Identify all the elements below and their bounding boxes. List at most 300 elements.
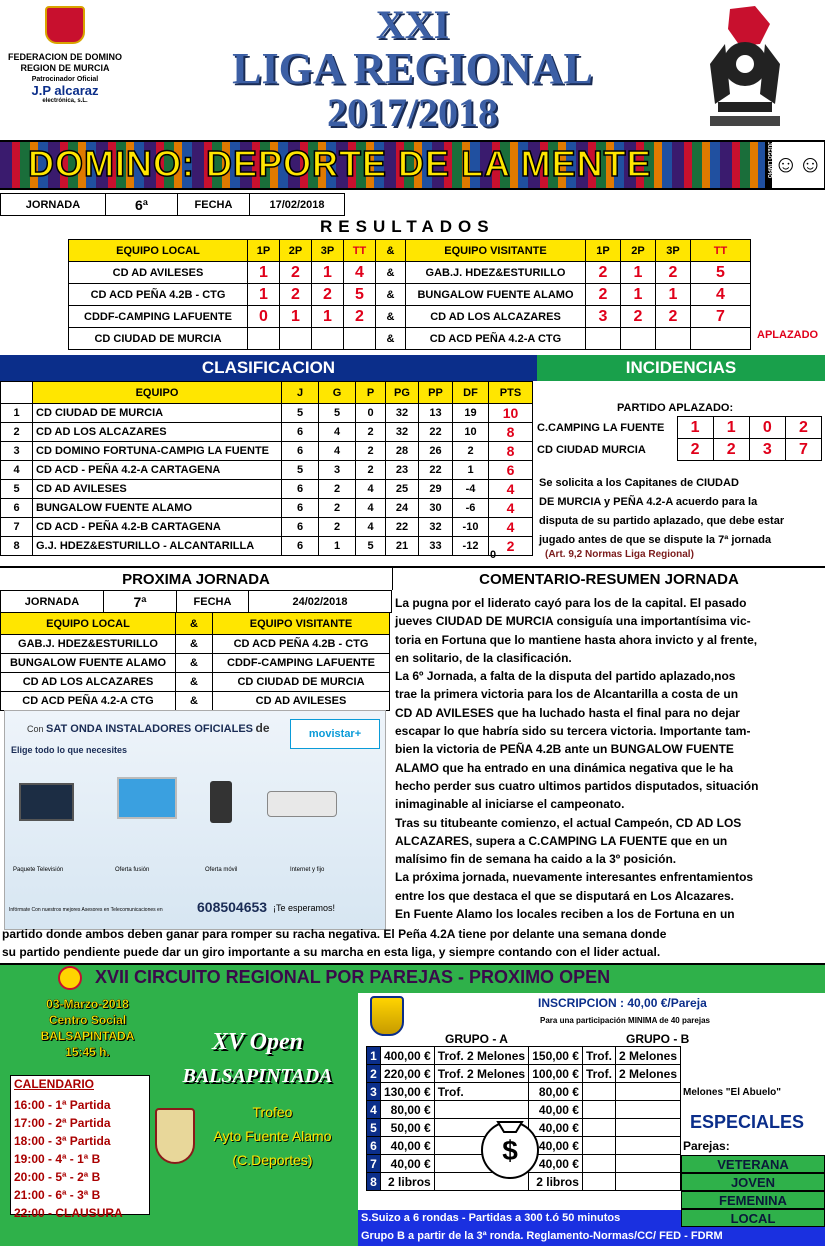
- clas-cell: CD AD AVILESES: [33, 480, 282, 499]
- res-visit: CD AD LOS ALCAZARES: [406, 306, 586, 328]
- foot1: S.Suizo a 6 rondas - Partidas a 300 t.ó 50 minutos: [358, 1210, 681, 1227]
- incid-2c: 3: [749, 439, 785, 461]
- clas-cell: 4: [319, 442, 356, 461]
- prox-visit: CD AD AVILESES: [213, 692, 390, 711]
- prize-row: [367, 1047, 681, 1065]
- proxima-title: PROXIMA JORNADA: [0, 566, 392, 590]
- prox-visit: CDDF-CAMPING LAFUENTE: [213, 654, 390, 673]
- res-v1: 2: [586, 262, 621, 284]
- circuito-title: XVII CIRCUITO REGIONAL POR PAREJAS - PROXIMO OPEN: [95, 967, 611, 987]
- res-ltt: [344, 328, 376, 350]
- prize-cell: 50,00 €: [380, 1119, 434, 1137]
- prize-cell: 2 Melones: [615, 1065, 680, 1083]
- comment-line: La próxima jornada, nuevamente interesantes enfrentamientos: [395, 870, 754, 885]
- prize-cell: 40,00 €: [529, 1155, 583, 1173]
- prize-cell: 130,00 €: [380, 1083, 434, 1101]
- clas-cell: 8: [489, 442, 533, 461]
- h-j: J: [282, 382, 319, 404]
- comment-line: bien la victoria de PEÑA 4.2B ante un BUNGALOW FUENTE: [395, 742, 734, 757]
- open-place2: BALSAPINTADA: [40, 1029, 135, 1043]
- proxima-table: [0, 612, 390, 711]
- result-row: [69, 284, 751, 306]
- federation-logo: [45, 6, 85, 44]
- clas-cell: 22: [419, 461, 453, 480]
- prize-cell: [582, 1101, 615, 1119]
- clas-cell: 10: [453, 423, 489, 442]
- clas-cell: 5: [282, 404, 319, 423]
- prize-cell: 8: [367, 1173, 381, 1191]
- h-equipo: EQUIPO: [33, 382, 282, 404]
- clas-cell: 2: [453, 442, 489, 461]
- incid-2a: 2: [677, 439, 713, 461]
- clas-cell: 1: [319, 537, 356, 556]
- res-amp: &: [376, 328, 406, 350]
- prize-cell: 100,00 €: [529, 1065, 583, 1083]
- clas-cell: -6: [453, 499, 489, 518]
- res-visit: GAB.J. HDEZ&ESTURILLO: [406, 262, 586, 284]
- prize-cell: 2: [367, 1065, 381, 1083]
- comment-line: En Fuente Alamo los locales reciben a los de Fortuna en un: [395, 907, 735, 922]
- clas-row: [1, 423, 533, 442]
- prox-local: GAB.J. HDEZ&ESTURILLO: [1, 635, 176, 654]
- prox-h-local: EQUIPO LOCAL: [1, 613, 176, 635]
- prize-cell: [582, 1155, 615, 1173]
- prox-amp: &: [176, 692, 213, 711]
- res-amp: &: [376, 262, 406, 284]
- clas-cell: -10: [453, 518, 489, 537]
- prox-amp: &: [176, 654, 213, 673]
- prox-fecha-label: FECHA: [177, 591, 249, 613]
- prize-cell: 40,00 €: [380, 1155, 434, 1173]
- res-ltt: 5: [344, 284, 376, 306]
- prize-cell: 40,00 €: [529, 1137, 583, 1155]
- incid-1c: 0: [749, 417, 785, 439]
- res-v3: [656, 328, 691, 350]
- especiales: ESPECIALES: [690, 1112, 805, 1132]
- res-v3: 2: [656, 306, 691, 328]
- prize-cell: 4: [367, 1101, 381, 1119]
- cal-title: CALENDARIO: [14, 1077, 94, 1091]
- cal-item: 21:00 - 6ª - 3ª B: [14, 1188, 101, 1202]
- banner-text: DOMINO: DEPORTE DE LA MENTE: [28, 143, 652, 184]
- prox-row: [1, 692, 390, 711]
- clas-cell: 5: [1, 480, 33, 499]
- res-ltt: 4: [344, 262, 376, 284]
- clas-cell: 10: [489, 404, 533, 423]
- h-v1p: 1P: [586, 240, 621, 262]
- crest-icon: [155, 1108, 195, 1164]
- open-place1: Centro Social: [48, 1013, 127, 1027]
- cal-item: 18:00 - 3ª Partida: [14, 1134, 111, 1148]
- prox-amp: &: [176, 635, 213, 654]
- clas-row: [1, 442, 533, 461]
- comment-line: La 6º Jornada, a falta de la disputa del partido aplazado,nos: [395, 669, 736, 684]
- cat-femenina: FEMENINA: [681, 1191, 825, 1209]
- cal-item: 16:00 - 1ª Partida: [14, 1098, 111, 1112]
- cat-local: LOCAL: [681, 1209, 825, 1227]
- comment-line: hecho perder sus cuatro ultimos partidos disputados, situación: [395, 778, 759, 793]
- clas-cell: 3: [1, 442, 33, 461]
- prize-cell: 7: [367, 1155, 381, 1173]
- advert: [4, 710, 386, 930]
- prize-cell: [615, 1101, 680, 1119]
- clas-cell: 4: [356, 499, 386, 518]
- prize-cell: [615, 1083, 680, 1101]
- clas-row: [1, 518, 533, 537]
- res-l3: [312, 328, 344, 350]
- clas-cell: 4: [319, 423, 356, 442]
- tv-icon: [19, 783, 74, 821]
- h-1p: 1P: [248, 240, 280, 262]
- router-icon: [267, 791, 337, 817]
- prize-cell: [582, 1173, 615, 1191]
- prize-cell: 220,00 €: [380, 1065, 434, 1083]
- clas-cell: 4: [489, 480, 533, 499]
- clas-cell: -12: [453, 537, 489, 556]
- prize-cell: 5: [367, 1119, 381, 1137]
- prize-cell: Trof. 2 Melones: [434, 1065, 528, 1083]
- comment-line: trae la primera victoria para los de Alcantarilla a costa de un: [395, 687, 739, 702]
- handshake-icon: ☺☺: [773, 151, 823, 178]
- ad-elige: Elige todo lo que necesites: [11, 745, 128, 755]
- comment-line: en solitario, de la clasificación.: [395, 650, 572, 665]
- comment-line: ALAMO que ha entrado en una dinámica negativa que le ha: [395, 760, 734, 775]
- prize-cell: [615, 1155, 680, 1173]
- comment-line: inimaginable al iniciarse el campeonato.: [395, 797, 625, 812]
- clas-cell: 33: [419, 537, 453, 556]
- juego-limpio-badge: [765, 141, 825, 189]
- minima: Para una participación MINIMA de 40 parejas: [540, 1016, 710, 1025]
- res-l2: 2: [280, 284, 312, 306]
- comment-line: La pugna por el liderato cayó para los de la capital. El pasado: [395, 596, 747, 610]
- grupo-b: GRUPO - B: [626, 1032, 690, 1046]
- prize-cell: [615, 1173, 680, 1191]
- comment-line: Tras su titubeante comienzo, el actual Campeón, CD AD LOS: [395, 815, 742, 830]
- clas-cell: G.J. HDEZ&ESTURILLO - ALCANTARILLA: [33, 537, 282, 556]
- ad-small: Infórmate Con nuestros mejores Asesores en Telecomunicaciones en: [9, 907, 163, 913]
- incid-line-4: jugado antes de que se dispute la 7ª jornada: [539, 534, 772, 546]
- res-vtt: 5: [691, 262, 751, 284]
- ad-item-4: Internet y fijo: [290, 867, 325, 873]
- clas-cell: 6: [282, 518, 319, 537]
- clas-row: [1, 537, 533, 556]
- prize-cell: 400,00 €: [380, 1047, 434, 1065]
- res-l2: 1: [280, 306, 312, 328]
- clas-cell: 4: [489, 499, 533, 518]
- pc-icon: [117, 777, 177, 819]
- clas-cell: 4: [356, 518, 386, 537]
- res-l3: 1: [312, 306, 344, 328]
- clas-cell: 2: [319, 480, 356, 499]
- res-local: CD CIUDAD DE MURCIA: [69, 328, 248, 350]
- clas-foot: 0: [490, 549, 497, 561]
- prox-row: [1, 654, 390, 673]
- cat-veterana: VETERANA: [681, 1155, 825, 1173]
- prize-cell: 150,00 €: [529, 1047, 583, 1065]
- clas-cell: 6: [282, 423, 319, 442]
- res-v1: 2: [586, 284, 621, 306]
- ad-con: Con: [27, 724, 44, 734]
- res-l1: [248, 328, 280, 350]
- prize-cell: 2 libros: [529, 1173, 583, 1191]
- comment-line: entre los que destaca el que se disputará en Los Alcazares.: [395, 888, 735, 903]
- h-2p: 2P: [280, 240, 312, 262]
- com-wide-2: su partido pendiente puede dar un giro importante a su marcha en esta liga, y siempre contando con el lider actual.: [2, 945, 661, 960]
- jornada-label: JORNADA: [1, 194, 106, 216]
- prize-cell: 40,00 €: [380, 1137, 434, 1155]
- clas-cell: 6: [282, 480, 319, 499]
- clas-cell: -4: [453, 480, 489, 499]
- res-ltt: 2: [344, 306, 376, 328]
- result-row: [69, 306, 751, 328]
- h-v3p: 3P: [656, 240, 691, 262]
- resultados-title: RESULTADOS: [320, 217, 495, 236]
- incid-1a: 1: [677, 417, 713, 439]
- open-date: 03-Marzo-2018: [46, 997, 129, 1011]
- open-time: 15:45 h.: [65, 1045, 110, 1059]
- incid-2b: 2: [713, 439, 749, 461]
- clas-cell: 24: [386, 499, 419, 518]
- h-amp: &: [376, 240, 406, 262]
- clas-cell: 2: [319, 499, 356, 518]
- clas-cell: 2: [1, 423, 33, 442]
- clas-cell: 30: [419, 499, 453, 518]
- ad-phone: 608504653: [197, 899, 268, 915]
- result-row: [69, 328, 751, 350]
- prize-cell: 6: [367, 1137, 381, 1155]
- clas-cell: 3: [319, 461, 356, 480]
- res-v1: 3: [586, 306, 621, 328]
- clas-cell: 5: [319, 404, 356, 423]
- open-cdep: (C.Deportes): [232, 1152, 313, 1168]
- clas-cell: CD ACD - PEÑA 4.2-B CARTAGENA: [33, 518, 282, 537]
- prize-cell: 3: [367, 1083, 381, 1101]
- incid-line-2: DE MURCIA y PEÑA 4.2-A acuerdo para la: [539, 496, 758, 508]
- grupo-a: GRUPO - A: [445, 1032, 508, 1046]
- cal-item: 17:00 - 2ª Partida: [14, 1116, 111, 1130]
- cal-item: 22:00 - CLAUSURA: [14, 1206, 123, 1220]
- open-title1: XV Open: [212, 1029, 303, 1055]
- clas-cell: 7: [1, 518, 33, 537]
- clas-row: [1, 461, 533, 480]
- clas-cell: 4: [1, 461, 33, 480]
- incid-table: [537, 416, 822, 461]
- prize-cell: [582, 1137, 615, 1155]
- clas-cell: 2: [356, 442, 386, 461]
- open-title2: BALSAPINTADA: [182, 1065, 333, 1087]
- prize-cell: 1: [367, 1047, 381, 1065]
- res-l2: [280, 328, 312, 350]
- fed-line2: REGION DE MURCIA: [20, 63, 110, 73]
- clas-cell: 5: [356, 537, 386, 556]
- prize-cell: 80,00 €: [380, 1101, 434, 1119]
- prize-cell: Trof.: [434, 1083, 528, 1101]
- cat-joven: JOVEN: [681, 1173, 825, 1191]
- clas-cell: 2: [319, 518, 356, 537]
- prox-fecha: 24/02/2018: [249, 591, 392, 613]
- sponsor-label: Patrocinador Oficial: [31, 76, 99, 83]
- comment-line: CD AD AVILESES que ha luchado hasta el final para no dejar: [395, 705, 740, 720]
- h-df: DF: [453, 382, 489, 404]
- clas-cell: 28: [386, 442, 419, 461]
- clas-cell: 32: [386, 423, 419, 442]
- domino-player-logo: [700, 4, 790, 134]
- prox-row: [1, 635, 390, 654]
- prox-local: CD AD LOS ALCAZARES: [1, 673, 176, 692]
- res-amp: &: [376, 306, 406, 328]
- res-visit: CD ACD PEÑA 4.2-A CTG: [406, 328, 586, 350]
- clas-cell: 6: [1, 499, 33, 518]
- res-l1: 0: [248, 306, 280, 328]
- prize-cell: 40,00 €: [529, 1119, 583, 1137]
- incid-line-1: Se solicita a los Capitanes de CIUDAD: [539, 477, 739, 489]
- comment-line: ALCAZARES, supera a C.CAMPING LA FUENTE que en un: [395, 833, 728, 848]
- h-v2p: 2P: [621, 240, 656, 262]
- ad-de: de: [255, 721, 270, 735]
- clas-cell: CD CIUDAD DE MURCIA: [33, 404, 282, 423]
- prize-row: [367, 1083, 681, 1101]
- com-wide-1: partido donde ambos deben ganar para romper su racha negativa. El Peña 4.2A tiene por delante una semana donde: [2, 927, 667, 941]
- moneybag-icon: [470, 1102, 550, 1182]
- res-vtt: 4: [691, 284, 751, 306]
- clas-cell: 13: [419, 404, 453, 423]
- prize-cell: 40,00 €: [529, 1101, 583, 1119]
- prox-amp: &: [176, 673, 213, 692]
- prox-visit: CD CIUDAD DE MURCIA: [213, 673, 390, 692]
- title-line3: 2017/2018: [326, 90, 499, 135]
- clas-cell: 8: [1, 537, 33, 556]
- incid-note: (Art. 9,2 Normas Liga Regional): [545, 549, 694, 560]
- clas-cell: 8: [489, 423, 533, 442]
- prox-row: [1, 673, 390, 692]
- prize-cell: [582, 1119, 615, 1137]
- res-local: CDDF-CAMPING LAFUENTE: [69, 306, 248, 328]
- clas-cell: 2: [489, 537, 533, 556]
- foot2: Grupo B a partir de la 3ª ronda. Reglamento-Normas/CC/ FED - FDRM: [358, 1227, 825, 1246]
- sponsor-sub: electrónica, s.L.: [42, 98, 88, 104]
- clas-cell: 1: [453, 461, 489, 480]
- h-3p: 3P: [312, 240, 344, 262]
- resultados-table: [68, 239, 751, 350]
- clas-cell: 19: [453, 404, 489, 423]
- aplazado-label: APLAZADO: [757, 329, 819, 341]
- ad-item-2: Oferta fusión: [115, 867, 150, 873]
- cal-item: 20:00 - 5ª - 2ª B: [14, 1170, 101, 1184]
- clas-cell: CD DOMINO FORTUNA-CAMPIG LA FUENTE: [33, 442, 282, 461]
- incid-sub: PARTIDO APLAZADO:: [617, 402, 734, 414]
- clas-cell: 6: [282, 499, 319, 518]
- open-ayto: Ayto Fuente Alamo: [213, 1128, 332, 1144]
- h-pp: PP: [419, 382, 453, 404]
- res-l3: 1: [312, 262, 344, 284]
- res-v2: [621, 328, 656, 350]
- h-vtt: TT: [691, 240, 751, 262]
- incidencias-title: INCIDENCIAS: [537, 355, 825, 381]
- clas-cell: BUNGALOW FUENTE ALAMO: [33, 499, 282, 518]
- inscripcion: INSCRIPCION : 40,00 €/Pareja: [538, 996, 707, 1010]
- prox-h-visit: EQUIPO VISITANTE: [213, 613, 390, 635]
- res-amp: &: [376, 284, 406, 306]
- movistar-logo: movistar+: [290, 719, 380, 749]
- h-pg: PG: [386, 382, 419, 404]
- res-l1: 1: [248, 284, 280, 306]
- comentario-title: COMENTARIO-RESUMEN JORNADA: [392, 566, 825, 590]
- comment-line: jueves CIUDAD DE MURCIA consiguía una importantísima vic-: [395, 614, 751, 629]
- res-vtt: 7: [691, 306, 751, 328]
- incid-1d: 2: [785, 417, 821, 439]
- open-trofeo: Trofeo: [252, 1104, 293, 1120]
- clas-cell: 22: [419, 423, 453, 442]
- res-local: CD ACD PEÑA 4.2B - CTG: [69, 284, 248, 306]
- svg-text:$: $: [502, 1135, 518, 1166]
- clas-cell: 4: [356, 480, 386, 499]
- prize-cell: 2 Melones: [615, 1047, 680, 1065]
- fed-line1: FEDERACION DE DOMINO: [7, 52, 122, 62]
- res-l1: 1: [248, 262, 280, 284]
- prox-jornada-label: JORNADA: [1, 591, 104, 613]
- clas-cell: 23: [386, 461, 419, 480]
- clas-cell: 6: [282, 442, 319, 461]
- prize-cell: Trof.: [582, 1047, 615, 1065]
- prox-jornada-num: 7ª: [104, 591, 177, 613]
- prize-cell: 2 libros: [380, 1173, 434, 1191]
- clasificacion-table: [0, 381, 533, 556]
- res-v3: 1: [656, 284, 691, 306]
- clas-cell: 32: [419, 518, 453, 537]
- incid-2d: 7: [785, 439, 821, 461]
- clas-cell: CD AD LOS ALCAZARES: [33, 423, 282, 442]
- fecha-label: FECHA: [178, 194, 250, 216]
- h-p: P: [356, 382, 386, 404]
- prox-local: CD ACD PEÑA 4.2-A CTG: [1, 692, 176, 711]
- comment-line: escapar lo que habría sido su tercera victoria. Importante tam-: [395, 724, 751, 739]
- res-v2: 2: [621, 306, 656, 328]
- res-visit: BUNGALOW FUENTE ALAMO: [406, 284, 586, 306]
- incid-line-3: disputa de su partido aplazado, que debe estar: [539, 515, 785, 527]
- h-local: EQUIPO LOCAL: [69, 240, 248, 262]
- incid-1b: 1: [713, 417, 749, 439]
- title-line2: LIGA REGIONAL: [232, 44, 593, 93]
- comment-line: malísimo fin de semana ha caido a la 3º posición.: [395, 852, 677, 867]
- cal-item: 19:00 - 4ª - 1ª B: [14, 1152, 101, 1166]
- phone-icon: [210, 781, 232, 823]
- trophy-icon: [370, 996, 404, 1036]
- clas-cell: 5: [282, 461, 319, 480]
- parejas: Parejas:: [683, 1139, 730, 1153]
- side-text: JUEGO LIMPIO: [766, 142, 772, 188]
- clas-cell: 21: [386, 537, 419, 556]
- result-row: [69, 262, 751, 284]
- h-tt: TT: [344, 240, 376, 262]
- incid-team-2: CD CIUDAD MURCIA: [537, 443, 646, 456]
- prox-visit: CD ACD PEÑA 4.2B - CTG: [213, 635, 390, 654]
- clas-cell: 22: [386, 518, 419, 537]
- clasificacion-title: CLASIFICACION: [0, 355, 537, 381]
- melones: Melones "El Abuelo": [683, 1087, 782, 1098]
- clas-row: [1, 499, 533, 518]
- fecha-value: 17/02/2018: [250, 194, 345, 216]
- clas-cell: 2: [356, 423, 386, 442]
- circuito-logo: [58, 966, 82, 990]
- comment-line: toria en Fortuna que lo mantiene hasta ahora invicto y al frente,: [395, 632, 758, 647]
- res-v2: 1: [621, 284, 656, 306]
- clas-cell: 6: [489, 461, 533, 480]
- res-v2: 1: [621, 262, 656, 284]
- ad-item-3: Oferta móvil: [205, 867, 238, 873]
- prize-cell: [615, 1119, 680, 1137]
- res-vtt: [691, 328, 751, 350]
- res-local: CD AD AVILESES: [69, 262, 248, 284]
